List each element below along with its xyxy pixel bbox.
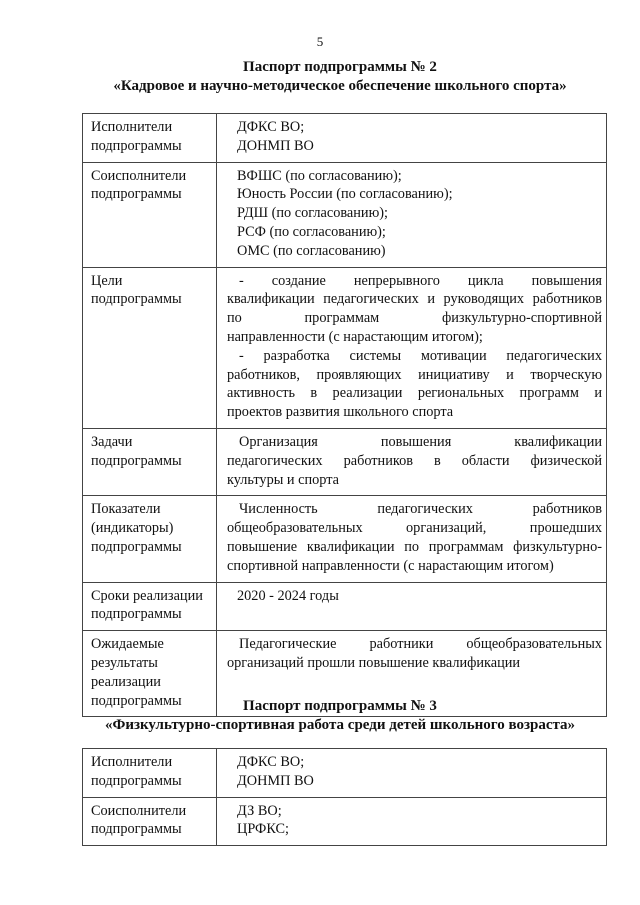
- value-line: культуры и спорта: [227, 471, 340, 488]
- passport-3-title-line-1: Паспорт подпрограммы № 3: [243, 698, 437, 714]
- value-line: активность в реализации региональных программ и: [227, 385, 602, 402]
- label-line: (индикаторы): [91, 520, 174, 537]
- value-line: 2020 - 2024 годы: [237, 587, 339, 604]
- table-row: [83, 114, 607, 163]
- value-line: - создание непрерывного цикла повышения: [239, 272, 602, 289]
- label-line: подпрограммы: [91, 291, 182, 308]
- value-line: квалификации педагогических и руководящих работников: [227, 291, 602, 308]
- value-line: Педагогические работники общеобразовательных: [239, 636, 602, 653]
- row-label: [83, 162, 217, 267]
- label-line: подпрограммы: [91, 452, 182, 469]
- row-value: [217, 582, 607, 631]
- row-value: [217, 114, 607, 163]
- label-line: подпрограммы: [91, 606, 182, 623]
- label-line: Сроки реализации: [91, 587, 203, 604]
- value-line: Организация повышения квалификации: [239, 433, 602, 450]
- label-line: подпрограммы: [91, 692, 182, 709]
- row-label: [83, 496, 217, 582]
- passport-2-title: [60, 58, 620, 96]
- value-line: ЦРФКС;: [237, 821, 290, 838]
- table-row: [83, 749, 607, 798]
- row-value: [217, 162, 607, 267]
- table-row: [83, 582, 607, 631]
- row-value: [217, 797, 607, 846]
- page-number: 5: [316, 34, 324, 49]
- row-value: [217, 749, 607, 798]
- value-line: ВФШС (по согласованию);: [237, 167, 402, 184]
- label-line: Исполнители: [91, 119, 173, 135]
- label-line: подпрограммы: [91, 538, 182, 555]
- label-line: Ожидаемые: [91, 636, 164, 653]
- value-line: ДФКС ВО;: [237, 119, 305, 135]
- row-value: [217, 428, 607, 495]
- value-line: ОМС (по согласованию): [237, 242, 386, 259]
- label-line: подпрограммы: [91, 821, 182, 838]
- row-label: [83, 797, 217, 846]
- value-line: работников, проявляющих инициативу и творческую: [227, 366, 602, 383]
- row-label: [83, 114, 217, 163]
- value-line: педагогических работников в области физической: [227, 452, 602, 469]
- value-line: РДШ (по согласованию);: [237, 205, 388, 222]
- row-label: [83, 428, 217, 495]
- value-line: направленности (с нарастающим итогом);: [227, 328, 483, 345]
- label-line: Задачи: [91, 433, 133, 450]
- table-row: [83, 797, 607, 846]
- value-line: РСФ (по согласованию);: [237, 223, 386, 240]
- table-row: [83, 428, 607, 495]
- passport-2-table: [82, 113, 607, 717]
- value-line: - разработка системы мотивации педагогических: [239, 347, 602, 364]
- value-line: проектов развития школьного спорта: [227, 404, 454, 421]
- passport-2-title-line-2: «Кадровое и научно-методическое обеспечение школьного спорта»: [113, 78, 567, 94]
- label-line: реализации: [91, 673, 161, 690]
- value-line: организаций прошли повышение квалификации: [227, 654, 521, 671]
- row-value: [217, 496, 607, 582]
- row-label: [83, 267, 217, 428]
- passport-3-title-line-2: «Физкультурно-спортивная работа среди детей школьного возраста»: [104, 717, 576, 733]
- label-line: Соисполнители: [91, 802, 187, 819]
- value-line: ДФКС ВО;: [237, 754, 305, 770]
- passport-2-title-line-1: Паспорт подпрограммы № 2: [243, 59, 437, 75]
- value-line: Численность педагогических работников: [239, 501, 602, 518]
- table-row: [83, 496, 607, 582]
- label-line: подпрограммы: [91, 137, 182, 154]
- label-line: Показатели: [91, 501, 161, 518]
- row-value: [217, 267, 607, 428]
- label-line: Соисполнители: [91, 167, 187, 184]
- label-line: Цели: [91, 272, 123, 289]
- table-row: [83, 267, 607, 428]
- passport-3-title: [60, 697, 620, 735]
- value-line: повышение квалификации по программам физкультурно-: [227, 538, 602, 555]
- label-line: подпрограммы: [91, 772, 182, 789]
- label-line: результаты: [91, 654, 158, 671]
- row-label: [83, 582, 217, 631]
- label-line: Исполнители: [91, 754, 173, 770]
- value-line: по программам физкультурно-спортивной: [227, 310, 602, 327]
- value-line: спортивной направленности (с нарастающим итогом): [227, 557, 554, 574]
- value-line: Юность России (по согласованию);: [237, 186, 453, 203]
- value-line: ДЗ ВО;: [237, 802, 282, 819]
- value-line: ДОНМП ВО: [237, 137, 314, 154]
- table-row: [83, 162, 607, 267]
- value-line: ДОНМП ВО: [237, 772, 314, 789]
- label-line: подпрограммы: [91, 186, 182, 203]
- passport-3-table: [82, 748, 607, 846]
- value-line: общеобразовательных организаций, прошедших: [227, 520, 602, 537]
- row-label: [83, 749, 217, 798]
